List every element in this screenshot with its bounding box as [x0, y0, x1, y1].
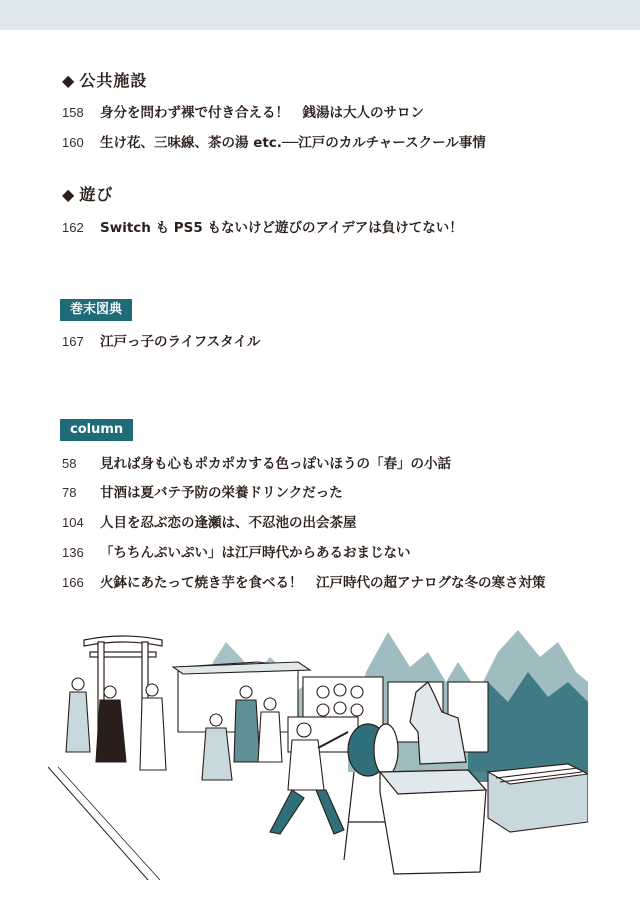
toc-entry[interactable]: [62, 331, 260, 351]
entry-title: 「ちちんぷいぷい」は江戸時代からあるおまじない: [100, 545, 411, 561]
diamond-bullet-icon: ◆: [62, 71, 76, 90]
section-heading-public-facilities: [62, 68, 147, 91]
entry-title: 甘酒は夏バテ予防の栄養ドリンクだった: [100, 485, 343, 501]
toc-entry[interactable]: [62, 482, 343, 502]
section-heading-text: 遊び: [79, 185, 114, 204]
toc-entry[interactable]: [62, 102, 424, 122]
entry-title: 江戸っ子のライフスタイル: [100, 334, 261, 350]
edo-shrine-illustration: [48, 622, 588, 880]
toc-entry[interactable]: [62, 542, 411, 562]
page-number: 136: [62, 545, 84, 560]
page-number: 162: [62, 220, 84, 235]
page-number: 166: [62, 575, 84, 590]
toc-entry[interactable]: [62, 453, 451, 473]
top-band: [0, 0, 640, 30]
page-number: 104: [62, 515, 84, 530]
page-number: 167: [62, 334, 84, 349]
section-heading-play: [62, 182, 113, 205]
entry-title: 人目を忍ぶ恋の逢瀬は、不忍池の出会茶屋: [100, 515, 357, 531]
entry-title: 見れば身も心もポカポカする色っぽいほうの「春」の小話: [100, 456, 451, 472]
appendix-tag: 巻末図典: [60, 299, 132, 321]
entry-title: 身分を問わず裸で付き合える！ 銭湯は大人のサロン: [100, 105, 424, 121]
section-heading-text: 公共施設: [79, 71, 148, 90]
entry-title: 生け花、三味線、茶の湯 etc.──江戸のカルチャースクール事情: [100, 135, 486, 151]
toc-entry[interactable]: [62, 132, 486, 152]
entry-title: Switch も PS5 もないけど遊びのアイデアは負けてない！: [100, 220, 463, 236]
toc-entry[interactable]: [62, 512, 357, 532]
page-number: 160: [62, 135, 84, 150]
page-number: 158: [62, 105, 84, 120]
entry-title: 火鉢にあたって焼き芋を食べる！ 江戸時代の超アナログな冬の寒さ対策: [100, 575, 546, 591]
page-number: 58: [62, 456, 77, 471]
offering-box: [488, 764, 588, 832]
diamond-bullet-icon: ◆: [62, 185, 76, 204]
page-number: 78: [62, 485, 77, 500]
toc-entry[interactable]: [62, 572, 546, 592]
column-tag: column: [60, 419, 133, 441]
toc-entry[interactable]: [62, 217, 463, 237]
